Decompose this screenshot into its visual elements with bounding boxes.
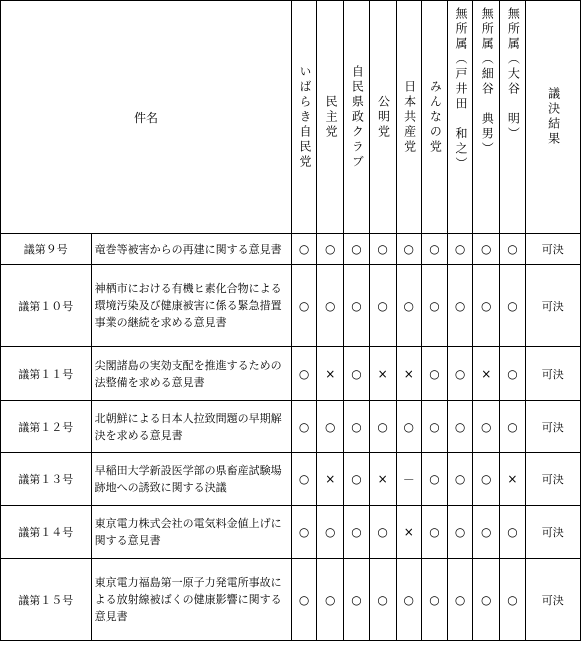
vote-cell: ○: [369, 234, 396, 265]
vote-cell: ○: [500, 234, 525, 265]
party-header: 自民県政クラブ: [344, 1, 369, 234]
vote-cell: －: [396, 453, 421, 506]
vote-cell: ○: [448, 453, 473, 506]
resolution-number: 議第１０号: [1, 265, 92, 347]
resolution-subject: 東京電力福島第一原子力発電所事故による放射線被ばくの健康影響に関する意見書: [91, 559, 291, 641]
resolution-subject: 竜巻等被害からの再建に関する意見書: [91, 234, 291, 265]
vote-cell: ○: [369, 265, 396, 347]
resolution-subject: 尖閣諸島の実効支配を推進するための法整備を求める意見書: [91, 347, 291, 401]
vote-cell: ○: [317, 559, 344, 641]
resolution-subject: 東京電力株式会社の電気料金値上げに関する意見書: [91, 506, 291, 559]
vote-cell: ○: [473, 506, 500, 559]
vote-cell: ×: [369, 453, 396, 506]
vote-result: 可決: [525, 234, 580, 265]
party-header: 民主党: [317, 1, 344, 234]
vote-result: 可決: [525, 265, 580, 347]
vote-cell: ○: [500, 265, 525, 347]
vote-cell: ○: [292, 347, 317, 401]
vote-cell: ○: [292, 506, 317, 559]
vote-cell: ○: [473, 265, 500, 347]
vote-cell: ○: [344, 506, 369, 559]
vote-cell: ○: [396, 234, 421, 265]
vote-cell: ○: [317, 506, 344, 559]
resolution-subject: 神栖市における有機ヒ素化合物による環境汚染及び健康被害に係る緊急措置事業の継続を求める意見書: [91, 265, 291, 347]
vote-result: 可決: [525, 453, 580, 506]
vote-cell: ○: [500, 559, 525, 641]
vote-cell: ○: [448, 265, 473, 347]
table-row: [1, 234, 581, 265]
vote-cell: ○: [344, 559, 369, 641]
vote-cell: ×: [396, 347, 421, 401]
vote-cell: ○: [421, 559, 447, 641]
vote-result: 可決: [525, 559, 580, 641]
header-row: [1, 1, 581, 234]
resolution-number: 議第１５号: [1, 559, 92, 641]
vote-cell: ×: [317, 347, 344, 401]
resolution-number: 議第１２号: [1, 401, 92, 453]
vote-cell: ○: [396, 559, 421, 641]
vote-cell: ○: [369, 506, 396, 559]
party-header: いばらき自民党: [292, 1, 317, 234]
vote-cell: ○: [421, 506, 447, 559]
resolution-number: 議第１４号: [1, 506, 92, 559]
resolution-subject: 早稲田大学新設医学部の県畜産試験場跡地への誘致に関する決議: [91, 453, 291, 506]
resolution-number: 議第９号: [1, 234, 92, 265]
vote-cell: ○: [448, 506, 473, 559]
vote-cell: ○: [421, 347, 447, 401]
vote-cell: ○: [421, 453, 447, 506]
vote-cell: ○: [448, 559, 473, 641]
vote-cell: ×: [396, 506, 421, 559]
vote-cell: ○: [473, 559, 500, 641]
vote-cell: ○: [292, 453, 317, 506]
party-header: みんなの党: [421, 1, 447, 234]
table-row: [1, 506, 581, 559]
vote-cell: ○: [421, 401, 447, 453]
vote-result: 可決: [525, 401, 580, 453]
vote-result: 可決: [525, 506, 580, 559]
vote-cell: ○: [292, 559, 317, 641]
table-row: [1, 559, 581, 641]
resolution-number: 議第１３号: [1, 453, 92, 506]
vote-cell: ○: [421, 265, 447, 347]
vote-cell: ×: [500, 453, 525, 506]
vote-cell: ○: [369, 559, 396, 641]
vote-cell: ○: [317, 401, 344, 453]
table-row: [1, 347, 581, 401]
vote-cell: ○: [292, 401, 317, 453]
vote-cell: ○: [317, 265, 344, 347]
vote-cell: ○: [344, 347, 369, 401]
vote-cell: ○: [396, 401, 421, 453]
party-header: 日本共産党: [396, 1, 421, 234]
table-row: [1, 401, 581, 453]
vote-cell: ○: [344, 265, 369, 347]
table-row: [1, 453, 581, 506]
result-header: 議決結果: [525, 1, 580, 234]
resolution-subject: 北朝鮮による日本人拉致問題の早期解決を求める意見書: [91, 401, 291, 453]
vote-cell: ○: [500, 401, 525, 453]
party-header: 公明党: [369, 1, 396, 234]
vote-cell: ○: [448, 347, 473, 401]
vote-cell: ○: [448, 234, 473, 265]
vote-cell: ○: [396, 265, 421, 347]
vote-cell: ○: [448, 401, 473, 453]
vote-cell: ○: [344, 401, 369, 453]
vote-cell: ○: [344, 453, 369, 506]
vote-cell: ○: [292, 265, 317, 347]
vote-cell: ×: [473, 347, 500, 401]
vote-cell: ○: [421, 234, 447, 265]
resolution-number: 議第１１号: [1, 347, 92, 401]
vote-cell: ○: [500, 347, 525, 401]
table-row: [1, 265, 581, 347]
vote-cell: ○: [473, 401, 500, 453]
independent-header: 無所属（細谷 典男）: [473, 1, 500, 234]
vote-result: 可決: [525, 347, 580, 401]
vote-cell: ○: [500, 506, 525, 559]
vote-cell: ○: [473, 453, 500, 506]
vote-cell: ○: [317, 234, 344, 265]
vote-cell: ×: [317, 453, 344, 506]
independent-header: 無所属（戸井田 和之）: [448, 1, 473, 234]
vote-cell: ○: [344, 234, 369, 265]
independent-header: 無所属（大谷 明）: [500, 1, 525, 234]
vote-cell: ○: [369, 401, 396, 453]
vote-cell: ○: [473, 234, 500, 265]
vote-cell: ×: [369, 347, 396, 401]
subject-header: 件名: [1, 1, 292, 234]
vote-cell: ○: [292, 234, 317, 265]
